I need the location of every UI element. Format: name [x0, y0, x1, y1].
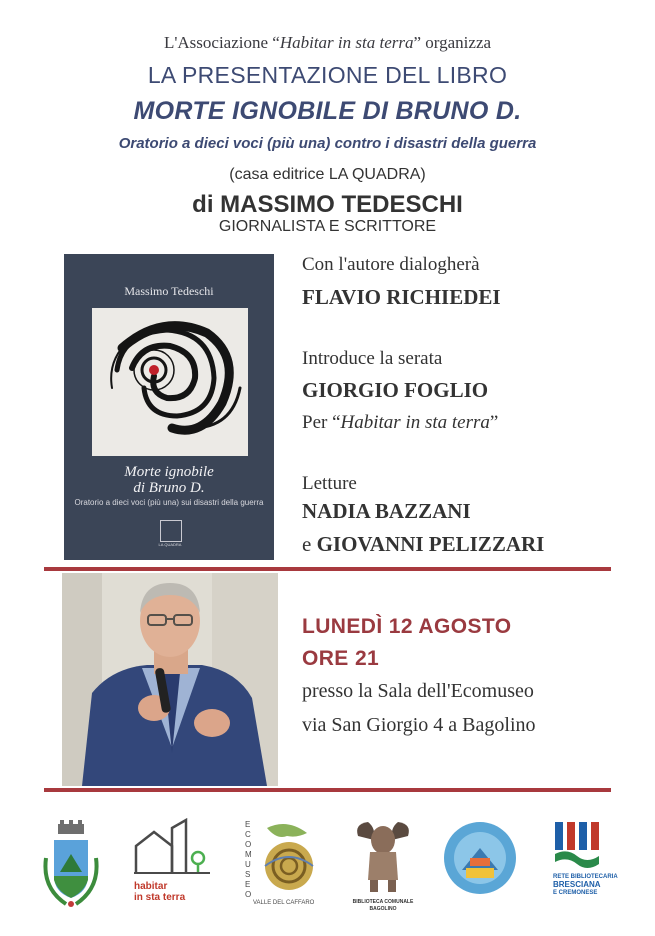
habitar-line2: in sta terra — [134, 892, 186, 903]
reader-2 — [302, 532, 544, 557]
cover-subtitle: Oratorio a dieci voci (più una) sui disastri della guerra — [74, 498, 264, 507]
speaker-portrait-icon — [62, 573, 278, 786]
event-address: via San Giorgio 4 a Bagolino — [302, 714, 536, 736]
divider — [44, 567, 611, 571]
book-title: MORTE IGNOBILE DI BRUNO D. — [133, 97, 522, 125]
rete-line1: RETE BIBLIOTECARIA — [553, 874, 618, 880]
spiral-artwork-icon — [92, 308, 248, 456]
biblioteca-logo — [350, 818, 416, 914]
rete-line3: E CREMONESE — [553, 890, 598, 896]
org-name: Habitar in sta terra — [279, 33, 414, 52]
author-photo — [62, 573, 278, 786]
dialogue-label: Con l'autore dialogherà — [302, 254, 480, 275]
dialogue-name: FLAVIO RICHIEDEI — [302, 285, 501, 309]
publisher: (casa editrice LA QUADRA) — [229, 166, 426, 183]
event-date: LUNEDÌ 12 AGOSTO — [302, 615, 512, 638]
intro-for — [302, 412, 498, 434]
habitar-line1: habitar — [134, 881, 168, 892]
cover-author: Massimo Tedeschi — [124, 284, 214, 298]
presentation-heading: LA PRESENTAZIONE DEL LIBRO — [147, 62, 508, 88]
rbbc-emblem-icon — [553, 818, 603, 868]
intro-for-prefix: Per “ — [302, 412, 341, 433]
biblioteca-line1: BIBLIOTECA COMUNALE — [352, 899, 414, 905]
book-subtitle: Oratorio a dieci voci (più una) contro i disastri della guerra — [118, 135, 537, 152]
elephant-figure-icon — [350, 818, 416, 894]
publisher-logo-icon — [160, 520, 182, 542]
reader-1: NADIA BAZZANI — [302, 499, 471, 523]
biblioteca-line2: BAGOLINO — [369, 906, 397, 912]
book-cover — [64, 254, 274, 560]
sistema-bibliotecario-logo — [440, 818, 520, 914]
intro-for-suffix: ” — [489, 412, 499, 433]
ammonite-fossil-icon — [257, 818, 319, 898]
author-name: di MASSIMO TEDESCHI — [192, 191, 463, 218]
intro-for-name: Habitar in sta terra — [340, 412, 490, 433]
cover-title-line2: di Bruno D. — [133, 480, 205, 496]
rete-bibliotecaria-logo — [553, 818, 623, 914]
divider — [44, 788, 611, 792]
author-role: GIORNALISTA E SCRITTORE — [218, 218, 437, 235]
event-time: ORE 21 — [302, 647, 380, 670]
rete-line2: BRESCIANA — [553, 880, 601, 889]
readings-label: Letture — [302, 473, 357, 494]
cover-title — [64, 464, 274, 496]
event-venue: presso la Sala dell'Ecomuseo — [302, 680, 534, 702]
intro-label: Introduce la serata — [302, 348, 443, 369]
habitar-logo — [132, 818, 214, 914]
intro-name: GIORGIO FOGLIO — [302, 378, 489, 402]
library-circle-icon — [440, 818, 520, 898]
house-outline-icon — [132, 818, 214, 876]
org-prefix: L'Associazione “ — [163, 33, 280, 52]
publisher-logo-text: LA QUADRA — [158, 542, 182, 547]
organizer-line — [0, 33, 655, 53]
org-suffix: ” organizza — [413, 33, 492, 52]
reader-2-name: GIOVANNI PELIZZARI — [316, 532, 545, 556]
cover-artwork — [92, 308, 248, 456]
cover-title-line1: Morte ignobile — [124, 464, 214, 480]
ecomuseo-bottom-text: VALLE DEL CAFFARO — [253, 900, 315, 906]
ecomuseo-vertical-text: ECOMUSEO — [245, 820, 252, 899]
coat-of-arms-icon — [40, 818, 102, 914]
sistema-text — [440, 818, 441, 819]
municipality-crest-logo — [40, 818, 102, 914]
reader-2-prefix: e — [302, 532, 317, 556]
ecomuseo-logo — [243, 818, 321, 914]
